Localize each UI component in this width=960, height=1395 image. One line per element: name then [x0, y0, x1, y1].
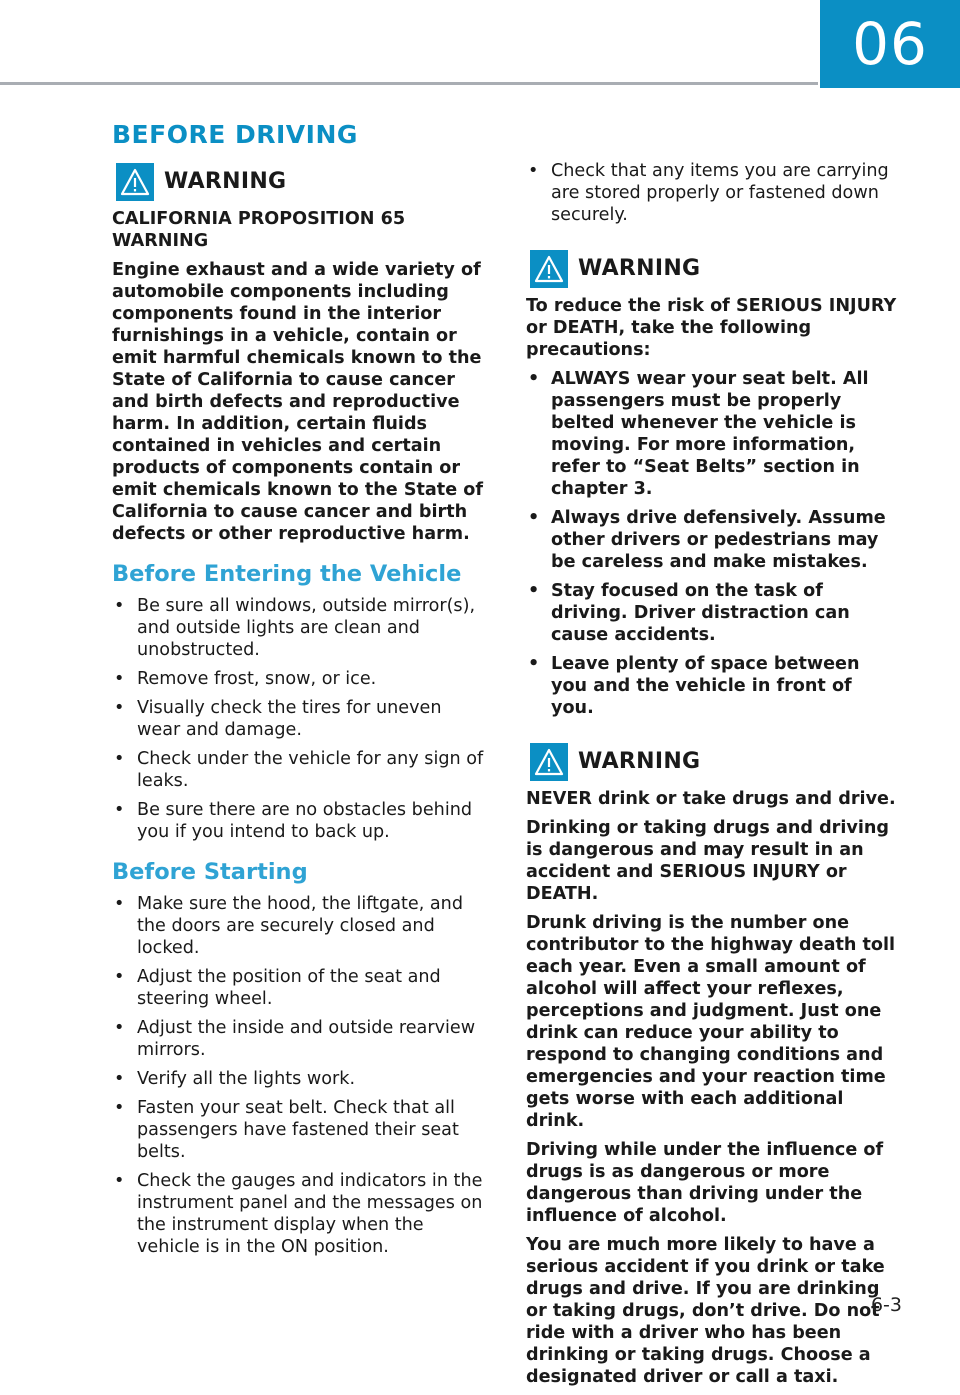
- list-item: • ALWAYS wear your seat belt. All passengers must be properly belted whenever the vehicle is moving. For more information, refer to “Seat Belts” section in chapter 3.: [526, 368, 900, 500]
- warning-header-2: [526, 247, 900, 291]
- subsection-title-starting: Before Starting: [112, 859, 308, 885]
- precautions-intro: To reduce the risk of SERIOUS INJURY or DEATH, take the following precautions:: [526, 296, 897, 360]
- warning-label: WARNING: [578, 749, 701, 774]
- list-item: • Always drive defensively. Assume other drivers or pedestrians may be careless and make mistakes.: [526, 507, 900, 573]
- drugs-paragraph: Drunk driving is the number one contributor to the highway death toll each year. Even a small amount of alcohol will affect your reflexes, perceptions and judgment. Just one drink can reduce your ability to respond to changing conditions and emergencies and your reaction time gets worse with each additional drink.: [526, 913, 896, 1131]
- list-item: • Remove frost, snow, or ice.: [112, 668, 486, 690]
- list-item: • Leave plenty of space between you and the vehicle in front of you.: [526, 653, 900, 719]
- starting-list: [112, 893, 486, 1258]
- list-item: • Stay focused on the task of driving. Driver distraction can cause accidents.: [526, 580, 900, 646]
- list-item: • Check that any items you are carrying are stored properly or fastened down securely.: [526, 160, 900, 226]
- list-item: • Verify all the lights work.: [112, 1068, 486, 1090]
- drugs-paragraph: Driving while under the influence of drugs is as dangerous or more dangerous than driving under the influence of alcohol.: [526, 1140, 884, 1226]
- warning-label: WARNING: [164, 169, 287, 194]
- list-item: • Be sure there are no obstacles behind you if you intend to back up.: [112, 799, 486, 843]
- drugs-paragraph: You are much more likely to have a serious accident if you drink or take drugs and drive. If you are drinking or taking drugs, don’t drive. Do not ride with a driver who has been drinking or taking drugs. Choose a designated driver or call a taxi.: [526, 1235, 885, 1387]
- list-item: • Check under the vehicle for any sign of leaks.: [112, 748, 486, 792]
- warning-triangle-icon: [116, 163, 154, 201]
- list-item: • Make sure the hood, the liftgate, and the doors are securely closed and locked.: [112, 893, 486, 959]
- left-column: [112, 160, 486, 1265]
- page-number: 6-3: [870, 1294, 902, 1316]
- warning-triangle-icon: [530, 250, 568, 288]
- warning-header-1: [112, 160, 486, 204]
- list-item: • Adjust the position of the seat and steering wheel.: [112, 966, 486, 1010]
- section-title: BEFORE DRIVING: [112, 120, 358, 149]
- right-column: [526, 160, 900, 1395]
- list-item: • Be sure all windows, outside mirror(s), and outside lights are clean and unobstructed.: [112, 595, 486, 661]
- list-item: • Check the gauges and indicators in the instrument panel and the messages on the instrument display when the vehicle is in the ON position.: [112, 1170, 486, 1258]
- entering-list: [112, 595, 486, 843]
- warning-triangle-icon: [530, 743, 568, 781]
- header-rule: [0, 82, 818, 85]
- precautions-list: [526, 368, 900, 719]
- list-item: • Visually check the tires for uneven wear and damage.: [112, 697, 486, 741]
- list-item: • Fasten your seat belt. Check that all passengers have fastened their seat belts.: [112, 1097, 486, 1163]
- warning-label: WARNING: [578, 256, 701, 281]
- drugs-paragraph: Drinking or taking drugs and driving is dangerous and may result in an accident and SERIOUS INJURY or DEATH.: [526, 818, 889, 904]
- chapter-tab: 06: [820, 0, 960, 88]
- drugs-paragraph: NEVER drink or take drugs and drive.: [526, 789, 896, 809]
- warning-header-3: [526, 740, 900, 784]
- subsection-title-entering: Before Entering the Vehicle: [112, 561, 462, 587]
- starting-list-continued: [526, 160, 900, 226]
- prop65-heading: CALIFORNIA PROPOSITION 65 WARNING: [112, 209, 406, 251]
- list-item: • Adjust the inside and outside rearview mirrors.: [112, 1017, 486, 1061]
- prop65-text: Engine exhaust and a wide variety of automobile components including components found in the interior furnishings in a vehicle, contain or emit harmful chemicals known to the State of California to cause cancer and birth defects and reproductive harm. In addition, certain fluids contained in vehicles and certain products of components contain or emit chemicals known to the State of California to cause cancer and birth defects or other reproductive harm.: [112, 260, 484, 544]
